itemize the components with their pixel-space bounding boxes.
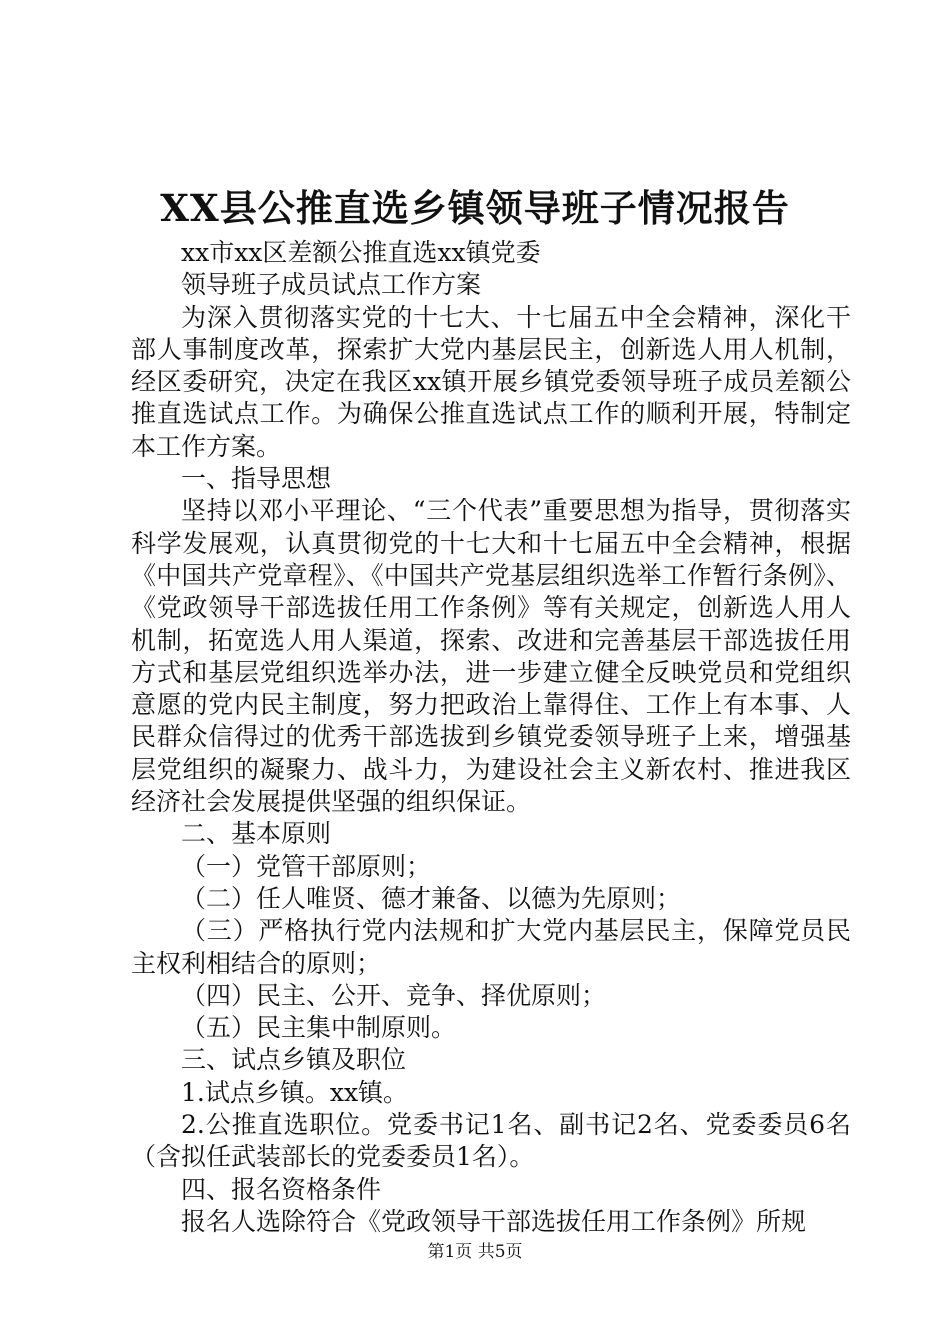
list-item: （三）严格执行党内法规和扩大党内基层民主，保障党员民主权利相结合的原则； xyxy=(131,916,851,978)
list-item: 2.公推直选职位。党委书记1名、副书记2名、党委委员6名（含拟任武装部长的党委委员1名）。 xyxy=(131,1110,851,1172)
list-item: （四）民主、公开、竞争、择优原则； xyxy=(181,980,607,1010)
paragraph: xx市xx区差额公推直选xx镇党委 xyxy=(181,238,541,267)
list-item: （一）党管干部原则； xyxy=(181,851,432,881)
document-title: XX县公推直选乡镇领导班子情况报告 xyxy=(160,186,790,230)
paragraph: 为深入贯彻落实党的十七大、十七届五中全会精神，深化干部人事制度改革，探索扩大党内基层民主，创新选人用人机制，经区委研究，决定在我区xx镇开展乡镇党委领导班子成员差额公推直选试点工作。为确保公推直选试点工作的顺利开展，特制定本工作方案。 xyxy=(131,302,851,461)
list-item: （二）任人唯贤、德才兼备、以德为先原则； xyxy=(181,883,682,913)
section-heading: 二、基本原则 xyxy=(181,819,332,849)
paragraph: 坚持以邓小平理论、“三个代表”重要思想为指导，贯彻落实科学发展观，认真贯彻党的十七大和十七届五中全会精神，根据《中国共产党章程》、《中国共产党基层组织选举工作暂行条例》、《党政领导干部选拔任用工作条例》等有关规定，创新选人用人机制，拓宽选人用人渠道，探索、改进和完善基层干部选拔任用方式和基层党组织选举办法，进一步建立健全反映党员和党组织意愿的党内民主制度，努力把政治上靠得住、工作上有本事、人民群众信得过的优秀干部选拔到乡镇党委领导班子上来，增强基层党组织的凝聚力、战斗力，为建设社会主义新农村、推进我区经济社会发展提供坚强的组织保证。 xyxy=(131,496,851,817)
page-indicator: 第1页 共5页 xyxy=(427,1242,523,1262)
list-item: 1.试点乡镇。xx镇。 xyxy=(181,1077,409,1107)
section-heading: 三、试点乡镇及职位 xyxy=(181,1045,407,1075)
document-body xyxy=(131,237,851,1238)
section-heading: 一、指导思想 xyxy=(181,464,332,494)
paragraph: 领导班子成员试点工作方案 xyxy=(181,270,482,300)
paragraph: 报名人选除符合《党政领导干部选拔任用工作条例》所规 xyxy=(181,1206,807,1236)
section-heading: 四、报名资格条件 xyxy=(181,1174,382,1204)
list-item: （五）民主集中制原则。 xyxy=(181,1013,457,1043)
